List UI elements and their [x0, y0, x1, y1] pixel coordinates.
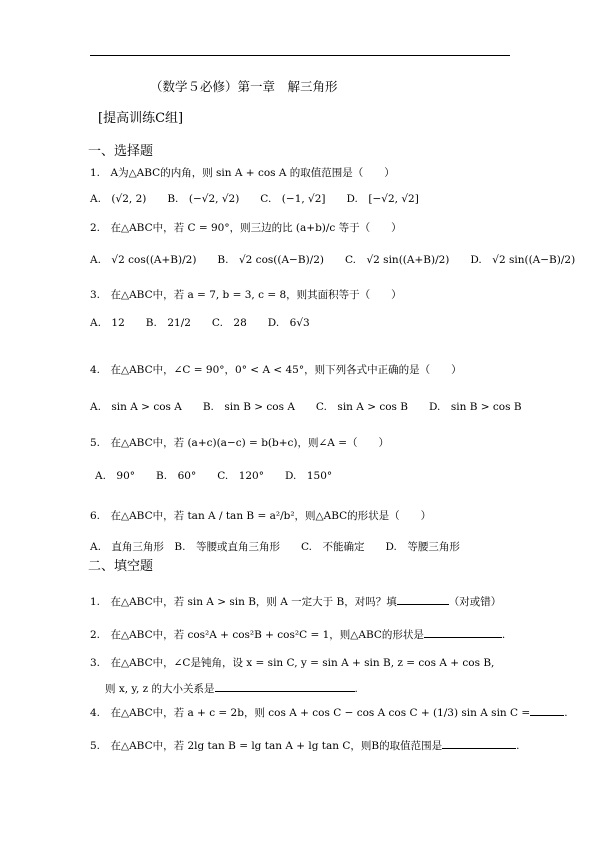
fill-answer-blank-2[interactable]	[424, 626, 502, 638]
fill-question-3	[90, 656, 494, 670]
choice-question-2: 2. 在△ABC中，若 C = 90°，则三边的比 (a+b)/c 等于（ ）	[90, 222, 402, 234]
section-heading-choice: 一、选择题	[88, 144, 154, 159]
choice-options-1: A. (√2, 2) B. (−√2, √2) C. (−1, √2] D. [−√2, √2]	[90, 193, 419, 205]
fill-question-2	[90, 626, 505, 642]
top-rule	[90, 55, 510, 56]
fill-question-3-cont-text: 则 x, y, z 的大小关系是	[105, 683, 215, 695]
fill-question-5	[90, 737, 519, 753]
fill-question-4-text: 4. 在△ABC中，若 a + c = 2b，则 cos A + cos C − cos A cos C + (1/3) sin A sin C =	[90, 707, 531, 719]
fill-question-4-tail: .	[564, 707, 568, 719]
choice-question-1: 1. A为△ABC的内角，则 sin A + cos A 的取值范围是（ ）	[90, 167, 395, 179]
choice-options-3: A. 12 B. 21/2 C. 28 D. 6√3	[90, 317, 310, 329]
fill-question-1	[90, 593, 501, 609]
choice-options-6: A. 直角三角形 B. 等腰或直角三角形 C. 不能确定 D. 等腰三角形	[90, 541, 460, 553]
fill-question-1-tail: （对或错）	[448, 596, 502, 608]
choice-question-6: 6. 在△ABC中，若 tan A / tan B = a²/b²，则△ABC的形状是（ ）	[90, 510, 432, 522]
choice-question-3: 3. 在△ABC中，若 a = 7, b = 3, c = 8，则其面积等于（ ）	[90, 289, 402, 301]
fill-answer-blank-5[interactable]	[442, 737, 516, 749]
fill-answer-blank-1[interactable]	[397, 593, 449, 605]
fill-question-1-text: 1. 在△ABC中，若 sin A > sin B，则 A 一定大于 B，对吗？填	[90, 596, 397, 608]
fill-question-3-text: 3. 在△ABC中，∠C是钝角，设 x = sin C, y = sin A + sin B, z = cos A + cos B,	[90, 657, 495, 669]
section-heading-fill: 二、填空题	[88, 559, 154, 574]
page-title: （数学５必修）第一章 解三角形	[150, 79, 338, 94]
fill-question-2-tail: .	[501, 629, 506, 641]
choice-options-4: A. sin A > cos A B. sin B > cos A C. sin A > cos B D. sin B > cos B	[90, 401, 522, 413]
fill-question-2-text: 2. 在△ABC中，若 cos²A + cos²B + cos²C = 1，则△ABC的形状是	[90, 629, 424, 641]
fill-question-3-tail: .	[354, 683, 358, 695]
choice-options-5: A. 90° B. 60° C. 120° D. 150°	[95, 470, 333, 482]
fill-answer-blank-3[interactable]	[215, 680, 355, 692]
fill-question-5-tail: .	[516, 740, 520, 752]
group-label: [提高训练C组]	[98, 111, 184, 126]
fill-question-4	[90, 704, 568, 720]
choice-question-5: 5. 在△ABC中，若 (a+c)(a−c) = b(b+c)，则∠A =（ ）	[90, 437, 390, 449]
choice-question-4: 4. 在△ABC中，∠C = 90°，0° < A < 45°，则下列各式中正确的是（ ）	[90, 364, 462, 376]
fill-answer-blank-4[interactable]	[530, 704, 564, 716]
choice-options-2: A. √2 cos((A+B)/2) B. √2 cos((A−B)/2) C. √2 sin((A+B)/2) D. √2 sin((A−B)/2)	[90, 254, 576, 266]
fill-question-3-cont	[105, 680, 358, 696]
fill-question-5-text: 5. 在△ABC中，若 2lg tan B = lg tan A + lg tan C，则B的取值范围是	[90, 740, 443, 752]
